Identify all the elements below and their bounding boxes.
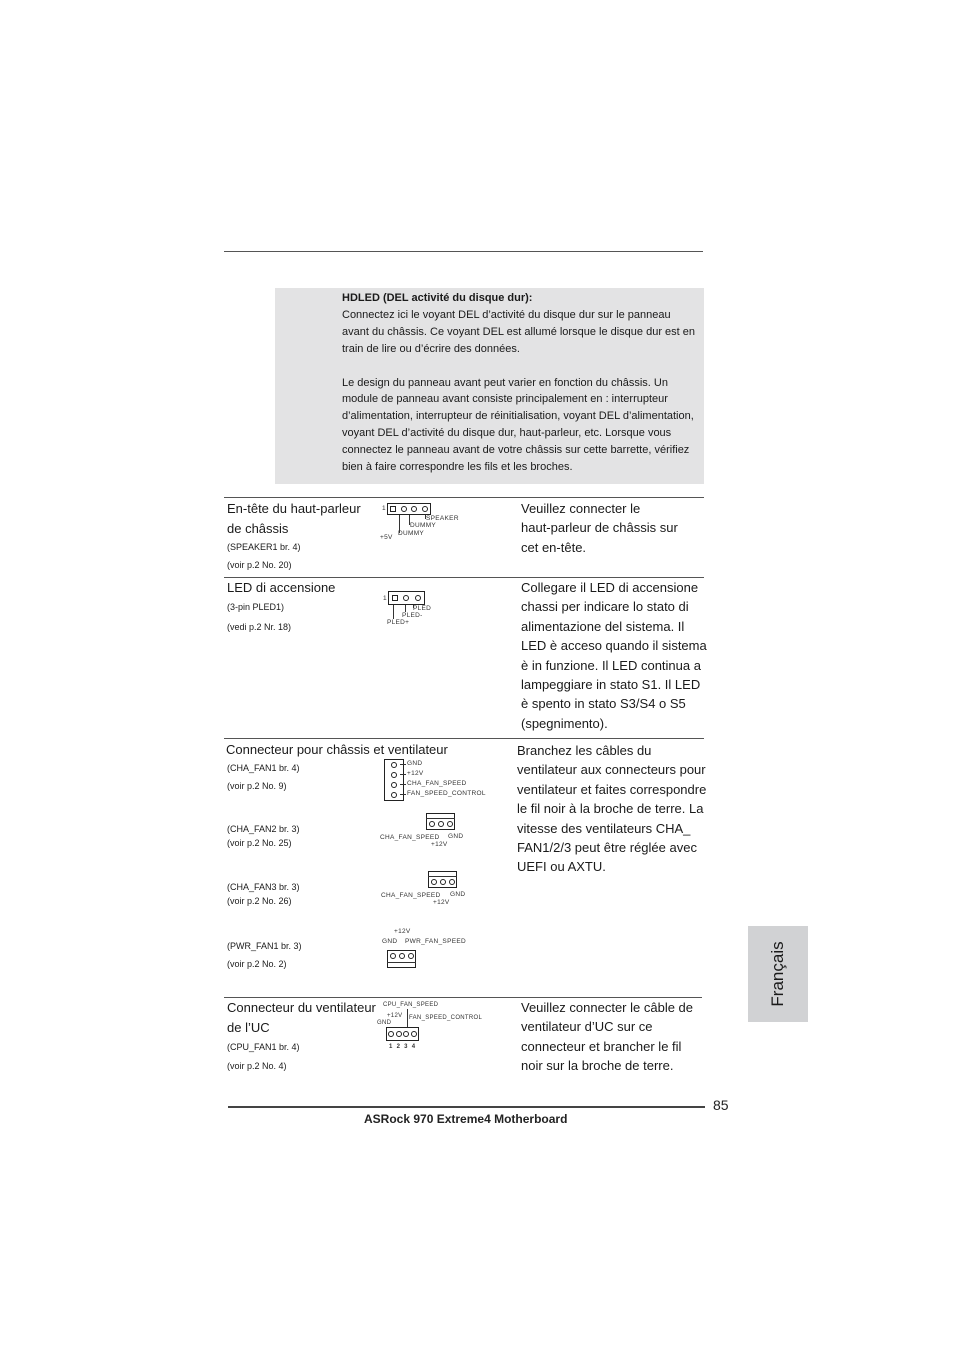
speaker-description: Veuillez connecter le haut-parleur de châssis sur cet en-tête. <box>521 501 678 555</box>
note-line: bien à faire correspondre les fils et les broches. <box>342 461 573 474</box>
dummy-pin-label: DUMMY <box>410 522 437 529</box>
footer-rule <box>228 1106 705 1108</box>
chafan1-pin-count: (CHA_FAN1 br. 4) <box>227 763 300 773</box>
gnd-pin-label: GND <box>448 833 464 840</box>
language-tab <box>748 926 808 1022</box>
fan-speed-pin-label: CPU_FAN_SPEED <box>383 1002 439 1008</box>
pin <box>390 506 396 512</box>
cpufan-description: Veuillez connecter le câble de ventilateur d’UC sur ce connecteur et brancher le fil noir sur la broche de terre. <box>521 1000 694 1074</box>
chafan3-pin-count: (CHA_FAN3 br. 3) <box>227 882 300 892</box>
dummy-pin-label: DUMMY <box>398 530 425 537</box>
pin <box>431 879 437 885</box>
chafan2-header <box>426 813 455 830</box>
fan-speed-pin-label: PWR_FAN_SPEED <box>405 938 466 945</box>
note-line: train de lire ou d’écrire des données. <box>342 342 520 355</box>
note-title: HDLED (DEL activité du disque dur): <box>342 292 533 304</box>
pin1-marker: 1 <box>382 505 386 512</box>
section-rule <box>224 738 704 739</box>
note-line: avant du châssis. Ce voyant DEL est allumé lorsque le disque dur est en <box>342 325 696 338</box>
pin <box>391 762 397 768</box>
speaker-page-ref: (voir p.2 No. 20) <box>227 560 292 570</box>
gnd-pin-label: GND <box>450 891 466 898</box>
pin <box>396 1031 402 1037</box>
pin <box>401 506 407 512</box>
plus12v-pin-label: +12V <box>431 841 448 848</box>
pin <box>429 821 435 827</box>
pin <box>399 953 405 959</box>
pwrfan-pin-count: (PWR_FAN1 br. 3) <box>227 941 302 951</box>
fan-speed-control-pin-label: FAN_SPEED_CONTROL <box>409 1015 483 1021</box>
fan-speed-pin-label: CHA_FAN_SPEED <box>407 780 467 787</box>
pled-pin-label: PLED <box>413 605 432 612</box>
plus12v-pin-label: +12V <box>433 899 450 906</box>
plus12v-pin-label: +12V <box>394 928 411 935</box>
page-number: 85 <box>713 1097 729 1113</box>
pin <box>391 792 397 798</box>
speaker-pin-label: SPEAKER <box>426 515 459 522</box>
note-text <box>342 290 704 476</box>
pled-pin-count: (3-pin PLED1) <box>227 602 285 612</box>
pin <box>411 1031 417 1037</box>
note-line: voyant DEL d’activité du disque dur, haut-parleur, etc. Lorsque vous <box>342 427 672 440</box>
gnd-pin-label: GND <box>377 1020 392 1026</box>
pin <box>449 879 455 885</box>
pin-numbers: 1 2 3 4 <box>389 1044 416 1050</box>
pled-plus-pin-label: PLED+ <box>387 619 410 626</box>
note-line: Le design du panneau avant peut varier en fonction du châssis. Un <box>342 376 668 389</box>
chafan-title: Connecteur pour châssis et ventilateur <box>226 742 448 757</box>
note-line: d’alimentation, interrupteur de réinitialisation, voyant DEL d’alimentation, <box>342 410 694 423</box>
speaker-header <box>387 503 431 515</box>
chafan2-page-ref: (voir p.2 No. 25) <box>227 838 292 848</box>
chafan3-page-ref: (voir p.2 No. 26) <box>227 896 292 906</box>
pled-description: Collegare il LED di accensione chassi per indicare lo stato di alimentazione del sistema. Il LED è acceso quando il sistema è in funzione. Il LED continua a lampeggiare in stato S1. Il LED è spento in stato S3/S4 o S5 (spegnimento). <box>521 580 707 731</box>
note-line: module de panneau avant consiste principalement en : interrupteur <box>342 393 668 406</box>
speaker-pin-count: (SPEAKER1 br. 4) <box>227 542 301 552</box>
chafan2-pin-count: (CHA_FAN2 br. 3) <box>227 824 300 834</box>
section-rule <box>224 497 704 498</box>
fan-speed-pin-label: CHA_FAN_SPEED <box>380 834 440 841</box>
pin <box>390 953 396 959</box>
cpufan-pin-count: (CPU_FAN1 br. 4) <box>227 1042 300 1052</box>
plus12v-pin-label: +12V <box>407 770 424 777</box>
pin <box>440 879 446 885</box>
note-line: connectez le panneau avant de votre châssis sur cette barrette, vérifiez <box>342 444 690 457</box>
pin <box>422 506 428 512</box>
pled-header <box>388 591 425 605</box>
footer-title: ASRock 970 Extreme4 Motherboard <box>364 1112 568 1126</box>
pin <box>391 782 397 788</box>
gnd-pin-label: GND <box>382 938 398 945</box>
cpufan-header <box>386 1027 419 1041</box>
pin <box>392 595 398 601</box>
language-tab-label: Français <box>768 941 787 1007</box>
plus5v-pin-label: +5V <box>380 534 393 541</box>
cpufan-page-ref: (voir p.2 No. 4) <box>227 1061 287 1071</box>
speaker-title: En-tête du haut-parleur de châssis <box>227 501 361 536</box>
pin <box>438 821 444 827</box>
pin <box>411 506 417 512</box>
pin <box>388 1031 394 1037</box>
pin <box>403 1031 409 1037</box>
fan-speed-pin-label: CHA_FAN_SPEED <box>381 892 441 899</box>
gnd-pin-label: GND <box>407 760 423 767</box>
pwrfan-header <box>387 950 416 968</box>
pled-page-ref: (vedi p.2 Nr. 18) <box>227 622 292 632</box>
plus12v-pin-label: +12V <box>387 1013 403 1019</box>
pin <box>447 821 453 827</box>
fan-speed-control-pin-label: FAN_SPEED_CONTROL <box>407 790 486 797</box>
chafan-description: Branchez les câbles du ventilateur aux connecteurs pour ventilateur et faites correspondre le fil noir à la broche de terre. La vitesse des ventilateurs CHA_ FAN1/2/3 peut être réglée avec UEFI ou AXTU. <box>517 743 707 875</box>
pwrfan-page-ref: (voir p.2 No. 2) <box>227 959 287 969</box>
pled-minus-pin-label: PLED- <box>402 612 423 619</box>
note-line: Connectez ici le voyant DEL d’activité du disque dur sur le panneau <box>342 308 671 321</box>
cpufan-title: Connecteur du ventilateur de l’UC <box>227 1000 376 1035</box>
chafan3-header <box>428 871 457 888</box>
pin <box>415 595 421 601</box>
pin <box>408 953 414 959</box>
pin <box>403 595 409 601</box>
pled-title: LED di accensione <box>227 580 336 595</box>
pin1-marker: 1 <box>383 595 387 602</box>
header-rule <box>224 251 703 252</box>
pin <box>391 772 397 778</box>
chafan1-page-ref: (voir p.2 No. 9) <box>227 781 287 791</box>
